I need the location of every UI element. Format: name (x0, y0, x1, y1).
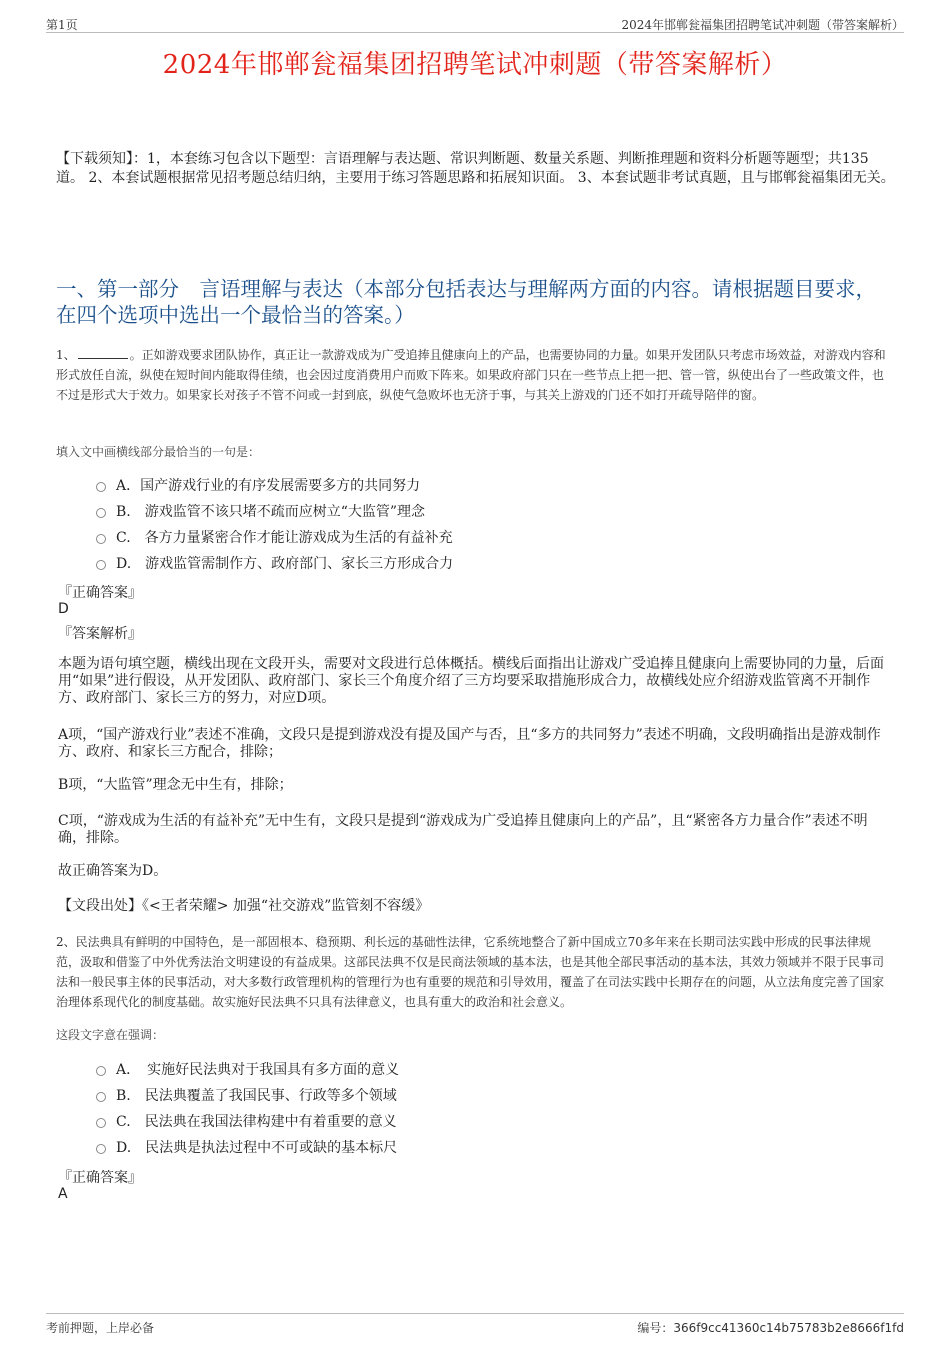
page-number: 第1页 (46, 18, 78, 32)
question-2-text: 2、民法典具有鲜明的中国特色，是一部固根本、稳预期、利长远的基础性法律，它系统地整合了新中国成立70多年来在长期司法实践中形成的民事法律规范，汲取和借鉴了中外优秀法治文明建设的有益成果。这部民法典不仅是民商法领域的基本法，也是其他全部民事活动的基本法，其效力领域并不限于民事司法和一般民事主体的民事活动，对大多数行政管理机构的管理行为也有重要的规范和引导效用，覆盖了在司法实践中长期存在的问题，从立法角度完善了国家治理体系现代化的制度基础。故实施好民法典不只具有法律意义，也具有重大的政治和社会意义。 (56, 935, 885, 1009)
source-note: 【文段出处】《<王者荣耀> 加强“社交游戏”监管刻不容缓》 (58, 898, 430, 914)
option-a[interactable] (96, 1056, 399, 1082)
download-notice: 【下载须知】：1，本套练习包含以下题型：言语理解与表达题、常识判断题、数量关系题、判断推理题和资料分析题等题型；共135道。 2、本套试题根据常见招考题总结归纳，主要用于练习答题思路和拓展知识面。 3、本套试题非考试真题，且与邯郸瓮福集团无关。 (56, 151, 895, 186)
answer-label: 『正确答案』 (58, 585, 142, 601)
page-footer (46, 1313, 904, 1338)
radio-icon[interactable] (96, 534, 106, 544)
option-a-label: A．国产游戏行业的有序发展需要多方的共同努力 (116, 478, 421, 494)
footer-code (637, 1319, 904, 1336)
question-1-prompt: 填入文中画横线部分最恰当的一句是： (56, 445, 261, 459)
footer-slogan: 考前押题，上岸必备 (46, 1321, 155, 1335)
question-1-number: 1、 (56, 348, 76, 362)
question-2-prompt: 这段文字意在强调： (56, 1028, 165, 1042)
question-1-text (56, 345, 892, 405)
radio-icon[interactable] (96, 1118, 106, 1128)
option-b-label: B. 民法典覆盖了我国民事、行政等多个领域 (116, 1088, 397, 1104)
correct-answer: D (58, 601, 69, 617)
analysis-paragraph: 本题为语句填空题，横线出现在文段开头，需要对文段进行总体概括。横线后面指出让游戏广受追捧且健康向上需要协同的力量，后面用“如果”进行假设，从开发团队、政府部门、家长三个角度介绍了三方均要采取措施形成合力，故横线处应介绍游戏监管离不开制作方、政府部门、家长三方的努力，对应D项。 (58, 656, 884, 706)
radio-icon[interactable] (96, 560, 106, 570)
radio-icon[interactable] (96, 508, 106, 518)
option-b-label: B. 游戏监管不该只堵不疏而应树立“大监管”理念 (116, 504, 426, 520)
analysis-paragraph: B项，“大监管”理念无中生有，排除； (58, 777, 293, 793)
analysis-paragraph: A项，“国产游戏行业”表述不准确，文段只是提到游戏没有提及国产与否，且“多方的共同努力”表述不明确，文段明确指出是游戏制作方、政府、和家长三方配合，排除； (58, 727, 881, 760)
correct-answer: A (58, 1186, 68, 1202)
option-d-label: D. 游戏监管需制作方、政府部门、家长三方形成合力 (116, 556, 454, 572)
code-label: 编号： (637, 1321, 674, 1335)
code-value: 366f9cc41360c14b75783b2e8666f1fd (673, 1321, 904, 1335)
radio-icon[interactable] (96, 482, 106, 492)
radio-icon[interactable] (96, 1144, 106, 1154)
option-b[interactable] (96, 1082, 399, 1108)
option-d-label: D. 民法典是执法过程中不可或缺的基本标尺 (116, 1140, 398, 1156)
option-c[interactable] (96, 1108, 399, 1134)
analysis-conclusion: 故正确答案为D。 (58, 863, 168, 879)
header-doc-title: 2024年邯郸瓮福集团招聘笔试冲刺题（带答案解析） (621, 18, 904, 32)
option-b[interactable] (96, 498, 453, 524)
page-header (46, 14, 904, 33)
document-title: 2024年邯郸瓮福集团招聘笔试冲刺题（带答案解析） (162, 50, 788, 80)
option-d[interactable] (96, 550, 453, 576)
option-c[interactable] (96, 524, 453, 550)
analysis-paragraph: C项，“游戏成为生活的有益补充”无中生有，文段只是提到“游戏成为广受追捧且健康向上的产品”，且“紧密各方力量合作”表述不明确，排除。 (58, 813, 868, 846)
option-c-label: C. 民法典在我国法律构建中有着重要的意义 (116, 1114, 397, 1130)
radio-icon[interactable] (96, 1066, 106, 1076)
radio-icon[interactable] (96, 1092, 106, 1102)
option-a[interactable] (96, 472, 453, 498)
analysis-label: 『答案解析』 (58, 626, 142, 642)
option-a-label: A． 实施好民法典对于我国具有多方面的意义 (116, 1062, 400, 1078)
section-heading: 一、第一部分 言语理解与表达（本部分包括表达与理解两方面的内容。请根据题目要求，在四个选项中选出一个最恰当的答案。） (56, 277, 876, 327)
question-1-body: 。正如游戏要求团队协作，真正让一款游戏成为广受追捧且健康向上的产品，也需要协同的力量。如果开发团队只考虑市场效益，对游戏内容和形式放任自流，纵使在短时间内能取得佳绩，也会因过度消费用户而败下阵来。如果政府部门只在一些节点上把一把、管一管，纵使出台了一些政策文件，也不过是形式大于效力。如果家长对孩子不管不问或一封到底，纵使气急败坏也无济于事，与其关上游戏的门还不如打开疏导陪伴的窗。 (56, 348, 886, 402)
answer-blank (78, 346, 128, 359)
option-c-label: C. 各方力量紧密合作才能让游戏成为生活的有益补充 (116, 530, 453, 546)
question-2-options (96, 1056, 399, 1160)
answer-label: 『正确答案』 (58, 1170, 142, 1186)
question-1-options (96, 472, 453, 576)
option-d[interactable] (96, 1134, 399, 1160)
